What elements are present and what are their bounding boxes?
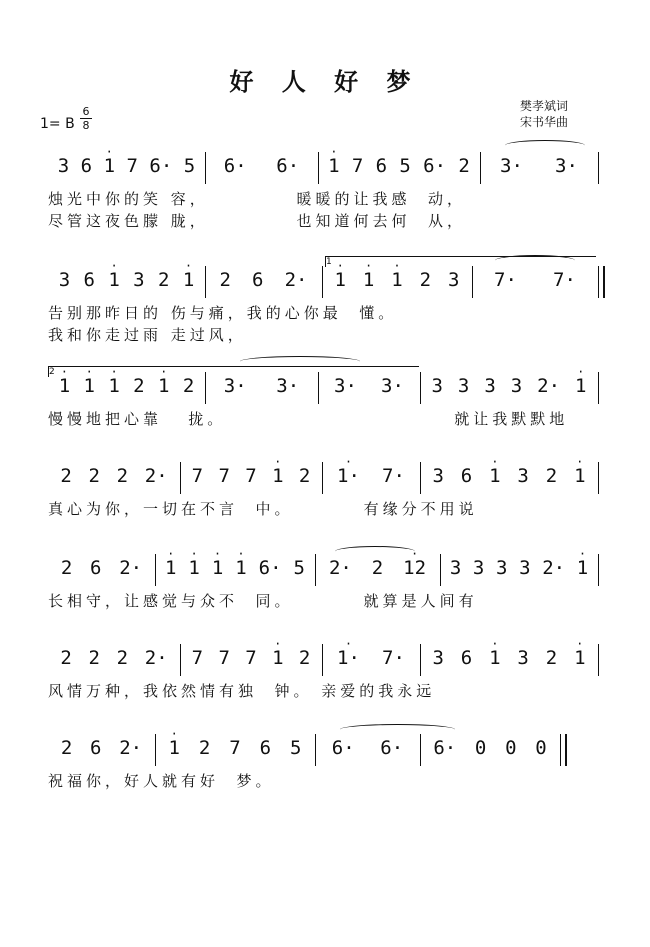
barline	[598, 554, 599, 586]
note: 2	[88, 465, 100, 487]
note: 2·	[328, 557, 352, 579]
lyricist: 樊孝斌词	[520, 99, 569, 113]
note: 2	[298, 647, 311, 669]
note: 2	[133, 375, 145, 397]
barline	[315, 554, 316, 586]
lyric-line: 尽管这夜色朦 胧， 也知道何去何 从，	[48, 212, 466, 230]
measure	[424, 365, 594, 404]
barline	[472, 266, 473, 298]
note: 6·	[423, 155, 447, 177]
note: 12 ·	[403, 547, 427, 579]
note: 3	[432, 647, 444, 669]
note: 3	[517, 465, 529, 487]
credits	[520, 98, 568, 130]
note: 5	[290, 737, 302, 759]
barline	[205, 266, 206, 298]
barline	[322, 462, 323, 494]
measure	[52, 458, 176, 494]
lyric-line: 烛光中你的笑 容， 暖暖的让我感 动，	[48, 190, 466, 208]
note: 5	[183, 155, 196, 177]
note: 3	[133, 269, 145, 291]
note: 7	[245, 465, 257, 487]
tie	[505, 140, 585, 151]
barline	[598, 266, 605, 298]
note: 2·	[119, 557, 143, 579]
note: 2·	[537, 375, 561, 397]
note: 1 ·	[575, 365, 587, 397]
barline	[480, 152, 481, 184]
note: 1 ·	[328, 145, 340, 177]
note: 6	[460, 465, 473, 487]
measure	[484, 148, 594, 184]
note: 1· ·	[337, 455, 360, 487]
note: 2	[116, 647, 129, 669]
measure	[209, 148, 314, 184]
note: 2	[419, 269, 432, 291]
note: 1 ·	[108, 365, 120, 397]
barline	[315, 734, 316, 766]
note: 7	[218, 465, 230, 487]
measure	[424, 730, 556, 766]
note: 3	[517, 647, 529, 669]
note: 1 ·	[108, 259, 120, 291]
tie	[340, 724, 455, 735]
lyric-line: 风情万种，我依然情有独 钟。 亲爱的我永远	[48, 682, 436, 700]
key-signature: 1= B	[40, 116, 75, 132]
barline	[598, 462, 599, 494]
note: 2	[60, 737, 73, 759]
note: 2	[458, 155, 470, 177]
note: 2·	[542, 557, 566, 579]
measure	[52, 145, 201, 184]
note: 2	[88, 647, 100, 669]
note: 3	[484, 375, 496, 397]
measure	[52, 259, 201, 298]
note: 3	[519, 557, 531, 579]
barline	[180, 462, 181, 494]
time-top: 6	[82, 105, 90, 118]
note: 3·	[381, 375, 404, 397]
note: 6·	[223, 155, 247, 177]
note: 3	[510, 375, 523, 397]
barline	[598, 152, 599, 184]
note: 0	[474, 737, 487, 759]
note: 3·	[276, 375, 300, 397]
note: 2	[219, 269, 231, 291]
measure	[424, 455, 594, 494]
note: 1 ·	[235, 547, 247, 579]
measure	[52, 730, 151, 766]
composer: 宋书华曲	[520, 115, 569, 129]
barline	[420, 644, 421, 676]
measure	[209, 262, 318, 298]
measure	[326, 259, 468, 298]
note: 1 ·	[489, 637, 501, 669]
measure	[159, 727, 311, 766]
note: 7	[351, 155, 364, 177]
note: 2·	[284, 269, 308, 291]
note: 7·	[382, 647, 405, 669]
note: 6·	[433, 737, 457, 759]
note: 6·	[276, 155, 300, 177]
lyric-line: 祝福你，好人就有好 梦。	[48, 772, 275, 790]
note: 2	[60, 647, 72, 669]
note: 1 ·	[574, 455, 586, 487]
note: 1 ·	[158, 365, 170, 397]
note: 1 ·	[164, 547, 177, 579]
note: 1 ·	[168, 727, 180, 759]
barline	[420, 372, 421, 404]
note: 1 ·	[103, 145, 116, 177]
note: 2	[198, 737, 211, 759]
lyric-line: 我和你走过雨 走过风，	[48, 326, 247, 344]
note: 1 ·	[334, 259, 346, 291]
note: 2·	[119, 737, 143, 759]
barline	[420, 734, 421, 766]
note: 6	[259, 737, 272, 759]
note: 1 ·	[362, 259, 375, 291]
note: 0	[535, 737, 547, 759]
note: 5	[293, 557, 305, 579]
note: 6	[90, 557, 102, 579]
note: 7·	[553, 269, 576, 291]
note: 3	[449, 557, 462, 579]
barline	[322, 266, 323, 298]
barline	[598, 372, 599, 404]
note: 6·	[149, 155, 173, 177]
barline	[180, 644, 181, 676]
note: 2	[371, 557, 384, 579]
lyric-line: 慢慢地把心靠 拢。 就让我默默地	[48, 410, 569, 428]
note: 1 ·	[58, 365, 71, 397]
note: 3·	[555, 155, 578, 177]
measure	[476, 262, 594, 298]
time-bottom: 8	[82, 119, 90, 132]
note: 1 ·	[391, 259, 403, 291]
volta-bracket: 2	[48, 366, 419, 377]
final-barline	[560, 734, 567, 766]
note: 1 ·	[489, 455, 501, 487]
note: 1 ·	[182, 259, 195, 291]
tie	[335, 546, 415, 557]
lyric-line: 长相守，让感觉与众不 同。 就算是人间有	[48, 592, 478, 610]
note: 2	[182, 375, 195, 397]
note: 7	[245, 647, 257, 669]
note: 2	[116, 465, 129, 487]
note: 6	[80, 155, 93, 177]
note: 2	[158, 269, 170, 291]
note: 6·	[380, 737, 404, 759]
barline	[155, 734, 156, 766]
measure	[444, 547, 594, 586]
note: 6	[83, 269, 95, 291]
lyric-line: 真心为你，一切在不言 中。 有缘分不用说	[48, 500, 478, 518]
note: 1 ·	[576, 547, 589, 579]
barline	[318, 152, 319, 184]
barline	[205, 152, 206, 184]
measure	[424, 637, 594, 676]
note: 7·	[494, 269, 517, 291]
note: 7	[191, 465, 204, 487]
note: 3·	[334, 375, 357, 397]
barline	[322, 644, 323, 676]
note: 7	[126, 155, 138, 177]
note: 1 ·	[574, 637, 586, 669]
note: 3·	[500, 155, 523, 177]
note: 2	[545, 647, 558, 669]
note: 3	[457, 375, 470, 397]
note: 7·	[382, 465, 405, 487]
measure	[184, 455, 318, 494]
note: 7	[229, 737, 241, 759]
volta-bracket: 1	[325, 256, 596, 267]
note: 6	[375, 155, 388, 177]
time-signature	[80, 106, 92, 131]
note: 2	[60, 465, 72, 487]
note: 3	[57, 155, 70, 177]
note: 6·	[331, 737, 355, 759]
note: 2	[298, 465, 311, 487]
note: 6	[460, 647, 473, 669]
measure	[326, 637, 416, 676]
note: 3	[448, 269, 460, 291]
note: 6·	[258, 557, 282, 579]
note: 3	[432, 465, 444, 487]
measure	[159, 547, 311, 586]
note: 2·	[144, 647, 168, 669]
lyric-line: 告别那昨日的 伤与痛，我的心你最 懂。	[48, 304, 398, 322]
note: 2	[60, 557, 73, 579]
note: 0	[505, 737, 517, 759]
note: 1 ·	[272, 637, 284, 669]
barline	[420, 462, 421, 494]
note: 2	[545, 465, 558, 487]
note: 3	[58, 269, 71, 291]
note: 1 ·	[83, 365, 95, 397]
measure	[322, 145, 476, 184]
measure	[184, 637, 318, 676]
note: 2·	[144, 465, 168, 487]
barline	[440, 554, 441, 586]
note: 3	[496, 557, 508, 579]
note: 7	[191, 647, 204, 669]
song-title: 好 人 好 梦	[229, 67, 421, 96]
measure	[319, 730, 416, 766]
measure	[326, 455, 416, 494]
note: 7	[218, 647, 230, 669]
note: 3	[431, 375, 443, 397]
note: 3	[472, 557, 485, 579]
measure	[52, 640, 176, 676]
note: 6	[252, 269, 264, 291]
measure	[52, 550, 151, 586]
note: 1· ·	[337, 637, 360, 669]
note: 1 ·	[211, 547, 224, 579]
note: 3·	[223, 375, 247, 397]
barline	[155, 554, 156, 586]
note: 5	[399, 155, 411, 177]
barline	[598, 644, 599, 676]
note: 1 ·	[188, 547, 200, 579]
note: 6	[90, 737, 102, 759]
note: 1 ·	[272, 455, 284, 487]
